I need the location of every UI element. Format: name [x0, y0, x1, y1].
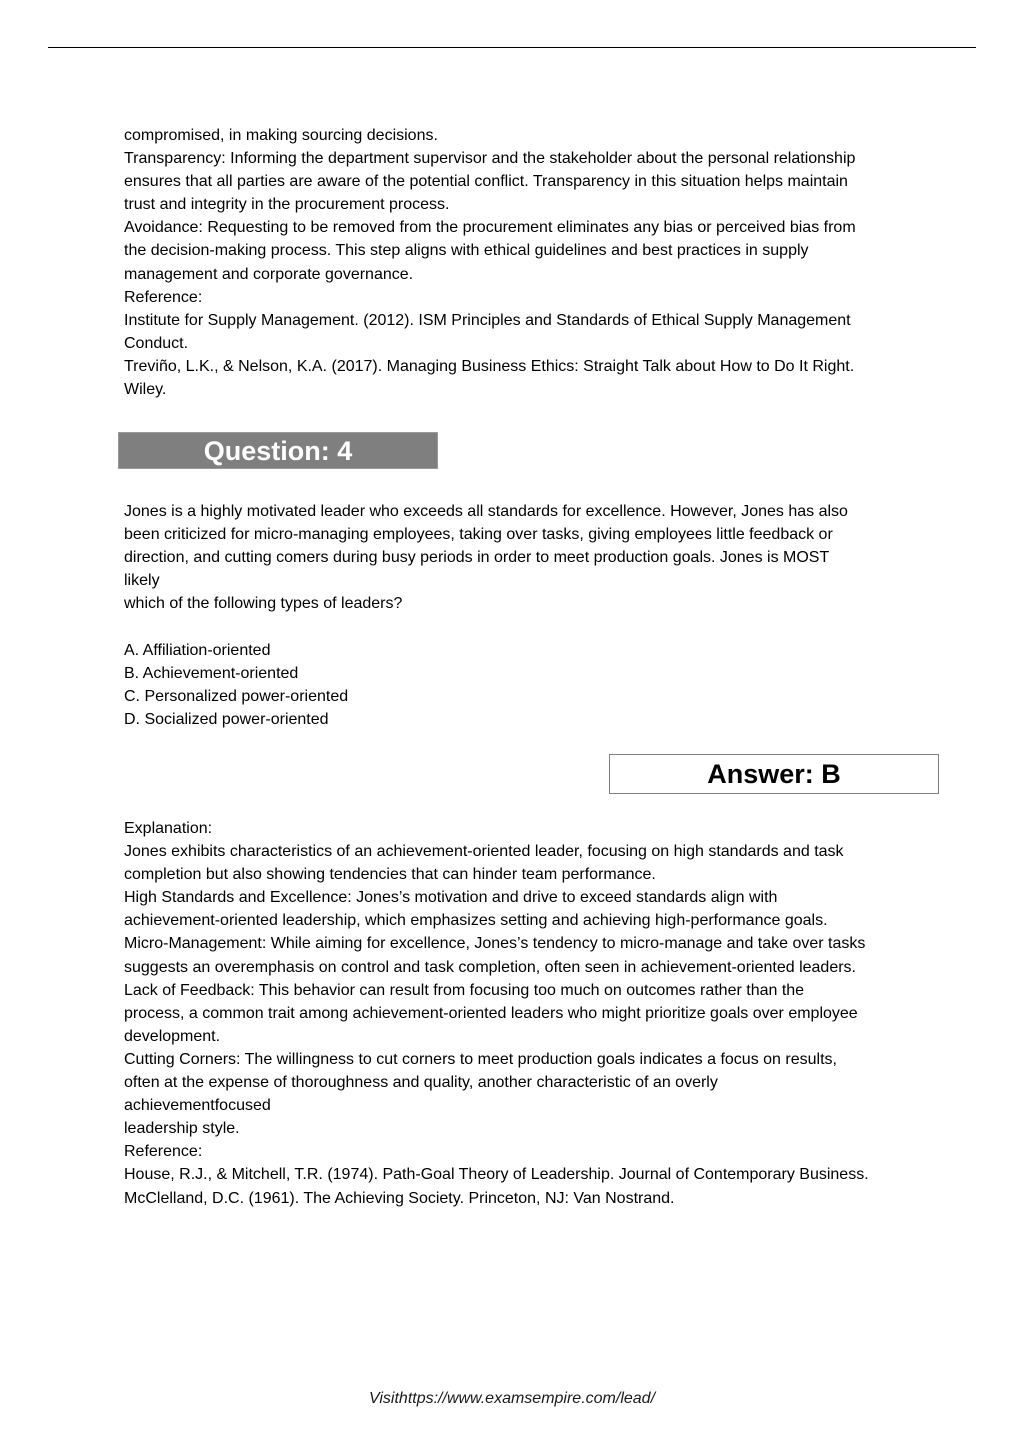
text-line: Cutting Corners: The willingness to cut corners to meet production goals indicates a focus on results,	[124, 1050, 837, 1068]
explanation	[124, 817, 936, 1210]
header-rule	[48, 47, 976, 48]
text-line: direction, and cutting comers during busy periods in order to meet production goals. Jones is MOST	[124, 549, 830, 567]
text-line: been criticized for micro-managing employees, taking over tasks, giving employees little feedback or	[124, 526, 833, 544]
text-line: Treviño, L.K., & Nelson, K.A. (2017). Managing Business Ethics: Straight Talk about How to Do It Right.	[124, 357, 855, 375]
text-line: Micro-Management: While aiming for excellence, Jones’s tendency to micro-manage and take over tasks	[124, 935, 866, 953]
text-line: process, a common trait among achievement-oriented leaders who might prioritize goals over employee	[124, 1004, 858, 1022]
text-line: Conduct.	[124, 334, 189, 352]
text-line: development.	[124, 1027, 221, 1045]
answer-options	[124, 639, 936, 731]
text-line: Institute for Supply Management. (2012). ISM Principles and Standards of Ethical Supply Management	[124, 311, 851, 329]
text-line: Avoidance: Requesting to be removed from the procurement eliminates any bias or perceived bias from	[124, 219, 856, 237]
option-a: A. Affiliation-oriented	[124, 642, 271, 659]
text-line: completion but also showing tendencies that can hinder team performance.	[124, 866, 656, 884]
text-line: achievement-oriented leadership, which emphasizes setting and achieving high-performance goals.	[124, 912, 828, 930]
text-line: Jones is a highly motivated leader who exceeds all standards for excellence. However, Jones has also	[124, 503, 848, 520]
text-line: ensures that all parties are aware of the potential conflict. Transparency in this situation helps maintain	[124, 173, 848, 191]
text-line: High Standards and Excellence: Jones’s motivation and drive to exceed standards align with	[124, 889, 778, 907]
text-line: the decision-making process. This step aligns with ethical guidelines and best practices in supply	[124, 242, 809, 260]
text-line: which of the following types of leaders?	[124, 595, 403, 613]
text-line: likely	[124, 572, 160, 590]
question-header	[118, 432, 438, 469]
previous-answer-explanation	[124, 124, 936, 401]
text-line: management and corporate governance.	[124, 265, 414, 283]
text-line: McClelland, D.C. (1961). The Achieving Society. Princeton, NJ: Van Nostrand.	[124, 1189, 675, 1207]
option-c: C. Personalized power-oriented	[124, 688, 349, 706]
question-number: Question: 4	[203, 436, 353, 466]
footer-link[interactable]: Visithttps://www.examsempire.com/lead/	[368, 1390, 656, 1407]
text-line: trust and integrity in the procurement process.	[124, 196, 450, 214]
option-d: D. Socialized power-oriented	[124, 711, 329, 729]
text-line: Jones exhibits characteristics of an achievement-oriented leader, focusing on high standards and task	[124, 843, 844, 861]
text-line: achievementfocused	[124, 1097, 271, 1115]
question-text	[124, 500, 936, 615]
text-line: suggests an overemphasis on control and task completion, often seen in achievement-oriented leaders.	[124, 958, 856, 976]
text-line: Wiley.	[124, 381, 167, 399]
text-line: compromised, in making sourcing decisions.	[124, 127, 438, 144]
text-line: Reference:	[124, 288, 203, 306]
text-line: often at the expense of thoroughness and quality, another characteristic of an overly	[124, 1074, 718, 1092]
answer-box	[609, 754, 939, 794]
text-line: House, R.J., & Mitchell, T.R. (1974). Path-Goal Theory of Leadership. Journal of Contemporary Business.	[124, 1166, 869, 1184]
text-line: Lack of Feedback: This behavior can result from focusing too much on outcomes rather than the	[124, 981, 805, 999]
text-line: Transparency: Informing the department supervisor and the stakeholder about the personal relationship	[124, 150, 856, 168]
text-line: Explanation:	[124, 820, 213, 837]
text-line: leadership style.	[124, 1120, 240, 1138]
answer-label: Answer: B	[707, 759, 841, 789]
option-b: B. Achievement-oriented	[124, 665, 299, 683]
text-line: Reference:	[124, 1143, 203, 1161]
